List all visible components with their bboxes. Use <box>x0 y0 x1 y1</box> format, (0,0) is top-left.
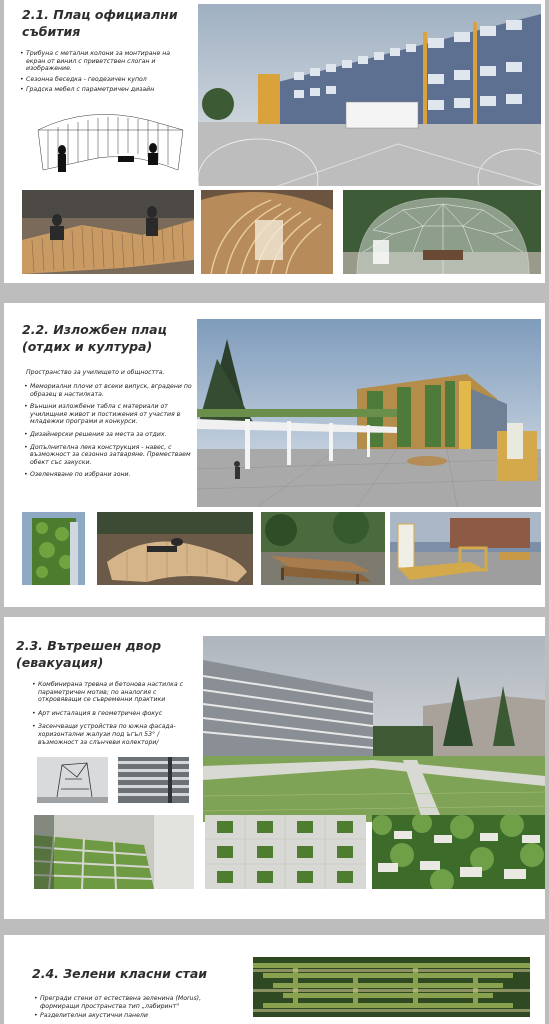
section-title: 2.1. Плац официални събития <box>22 7 178 39</box>
bullet-item: • Външни изложбени табла с материали от училищния живот и постижения от участия в младежки програми и конкурси. <box>24 403 196 426</box>
bullet-list <box>20 50 190 97</box>
section-2-4-panel <box>4 935 545 1024</box>
parametric-bench-sketch <box>28 100 193 184</box>
bullet-item: • Озеленяване по избрани зони. <box>24 471 196 479</box>
hedge-maze-photo <box>253 957 530 1017</box>
picnic-tables-photo <box>261 512 385 585</box>
section-title: 2.3. Вътрешен двор (евакуация) <box>16 638 162 670</box>
bullet-list <box>32 681 196 749</box>
bullet-item: • Засенчващи устройства по южна фасада- хоризонтални жалузи под ъгъл 53° /възможност за слънчеви колектори/ <box>32 723 196 746</box>
bullet-item: • Мемориални плочи от всеки випуск, вградени по образец в настилката. <box>24 383 196 398</box>
grass-pavers-photo <box>34 815 194 889</box>
curved-wooden-bench-photo <box>97 512 253 585</box>
school-building-photo <box>198 4 541 186</box>
green-wall-photo <box>22 512 85 585</box>
wooden-benches-photo <box>22 190 194 274</box>
bullet-list <box>34 995 230 1023</box>
grass-blocks-photo <box>372 815 545 889</box>
exhibition-plaza-render <box>197 319 541 507</box>
bullet-item: • Трибуна с метални колони за монтиране на екран от винил с приветствен слоган и изображение. <box>20 50 190 73</box>
bullet-item: • Арт инсталация в геометричен фокус <box>32 710 196 718</box>
bullet-item: • Прегради стени от естествена зеленина (Morus), формиращи пространства тип „лабиринт" <box>34 995 230 1010</box>
modular-bench-render <box>390 512 541 585</box>
bullet-item: • Комбинирана тревна и бетонова настилка с параметричен мотив; по аналогия с откровяващи се съвременни практики <box>32 681 196 704</box>
section-title: 2.2. Изложбен плац (отдих и култура) <box>22 322 167 354</box>
section-intro: Пространство за училището и общността. <box>26 369 165 376</box>
bullet-item: • Допълнителна лека конструкция - навес, с възможност за сезонно затваряне. Преместваем обект със закуски. <box>24 444 196 467</box>
geodesic-dome-photo <box>343 190 541 274</box>
section-2-2-panel <box>4 303 545 607</box>
section-title: 2.4. Зелени класни стаи <box>32 966 208 981</box>
grass-grid-pattern <box>205 815 366 889</box>
bullet-item: • Дизайнерски решения за места за отдих. <box>24 431 196 439</box>
wooden-pavilion-photo <box>201 190 333 274</box>
louver-shading-photo <box>118 757 189 803</box>
bullet-item: • Разделителни акустични панели <box>34 1012 230 1020</box>
bullet-item: • Градска мебел с параметричен дизайн <box>20 86 190 94</box>
art-installation-photo <box>37 757 108 803</box>
section-2-1-panel <box>4 0 545 283</box>
section-2-3-panel <box>4 617 545 919</box>
bullet-list <box>24 383 196 482</box>
bullet-item: • Сезонна беседка - геодезичен купол <box>20 76 190 84</box>
courtyard-render <box>203 636 545 822</box>
